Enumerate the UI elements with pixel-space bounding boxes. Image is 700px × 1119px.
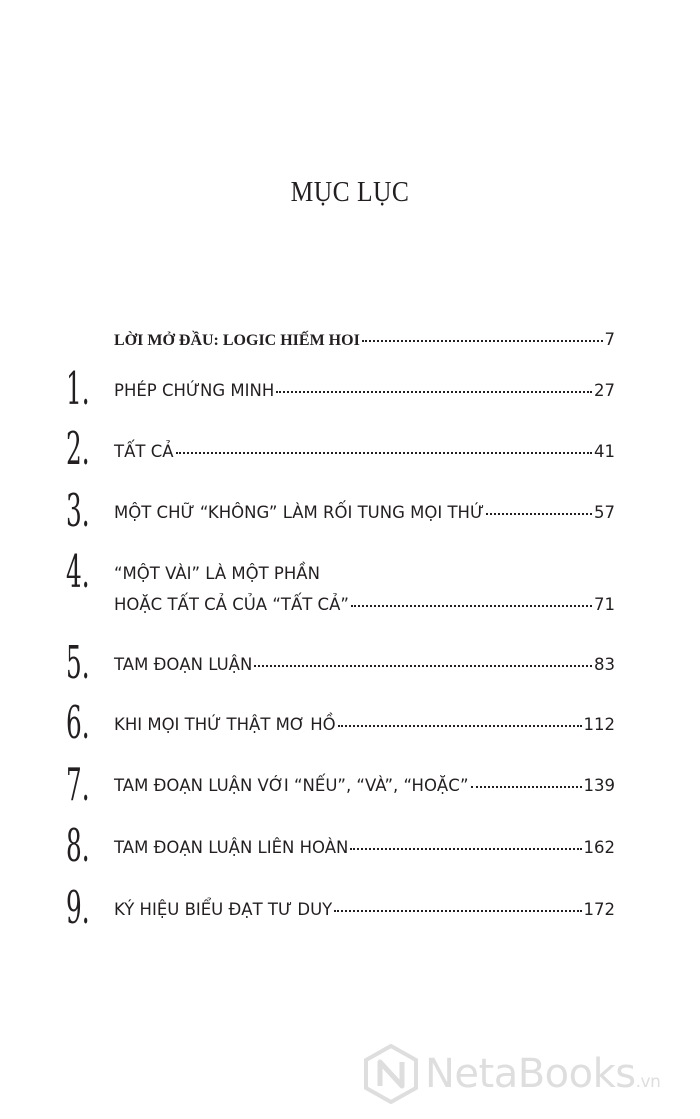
- toc-entry-intro: [114, 330, 615, 351]
- dot-leader: [486, 513, 592, 515]
- watermark-text: NetaBooks.vn: [425, 1051, 661, 1097]
- toc-entry: [114, 655, 615, 675]
- toc-page-number: 41: [594, 442, 615, 461]
- toc-page-number: 27: [594, 381, 615, 400]
- chapter-number: 6.: [66, 696, 90, 749]
- toc-page-number: 83: [594, 655, 615, 674]
- toc-page-number: 71: [594, 595, 615, 614]
- toc-page-number: 139: [583, 776, 615, 795]
- toc-entry-label: HOẶC TẤT CẢ CỦA “TẤT CẢ”: [114, 595, 349, 614]
- toc-entry: [114, 715, 615, 735]
- chapter-number: 3.: [66, 484, 90, 537]
- chapter-number: 5.: [66, 636, 90, 689]
- toc-entry-label: LỜI MỞ ĐẦU: LOGIC HIẾM HOI: [114, 332, 360, 349]
- toc-entry: [114, 442, 615, 462]
- dot-leader: [471, 786, 582, 788]
- toc-page-number: 7: [604, 330, 615, 349]
- toc-entry: [114, 503, 615, 523]
- dot-leader: [276, 391, 592, 393]
- toc-entry-label: KÝ HIỆU BIỂU ĐẠT TƯ DUY: [114, 900, 333, 919]
- chapter-number: 8.: [66, 819, 90, 872]
- dot-leader: [362, 340, 603, 342]
- toc-entry: [114, 838, 615, 858]
- toc-title: MỤC LỤC: [290, 176, 410, 208]
- dot-leader: [176, 452, 593, 454]
- toc-entry-label: PHÉP CHỨNG MINH: [114, 381, 275, 400]
- toc-entry: [114, 595, 615, 615]
- toc-entry-label: MỘT CHỮ “KHÔNG” LÀM RỐI TUNG MỌI THỨ: [114, 503, 485, 522]
- toc-entry: [114, 776, 615, 796]
- dot-leader: [254, 665, 592, 667]
- toc-entry: [114, 900, 615, 920]
- toc-entry-label: TAM ĐOẠN LUẬN: [114, 655, 253, 674]
- chapter-number: 9.: [66, 881, 90, 934]
- toc-entry-label: TAM ĐOẠN LUẬN LIÊN HOÀN: [114, 838, 349, 857]
- toc-entry-label: TẤT CẢ: [114, 442, 174, 461]
- dot-leader: [338, 725, 582, 727]
- netabooks-logo-icon: [363, 1044, 419, 1104]
- toc-entry: [114, 381, 615, 401]
- chapter-number: 2.: [66, 422, 90, 475]
- chapter-number: 4.: [66, 545, 90, 598]
- toc-entry-label: TAM ĐOẠN LUẬN VỚI “NẾU”, “VÀ”, “HOẶC”: [114, 776, 469, 795]
- dot-leader: [334, 910, 581, 912]
- chapter-number: 1.: [66, 362, 90, 415]
- toc-page-number: 112: [583, 715, 615, 734]
- dot-leader: [351, 605, 592, 607]
- toc-entry-label-line1: “MỘT VÀI” LÀ MỘT PHẦN: [114, 564, 320, 583]
- dot-leader: [350, 848, 581, 850]
- chapter-number: 7.: [66, 758, 90, 811]
- toc-page-number: 162: [583, 838, 615, 857]
- toc-page-number: 57: [594, 503, 615, 522]
- toc-entry-label: KHI MỌI THỨ THẬT MƠ HỒ: [114, 715, 336, 734]
- toc-page-number: 172: [583, 900, 615, 919]
- watermark: [363, 1044, 660, 1104]
